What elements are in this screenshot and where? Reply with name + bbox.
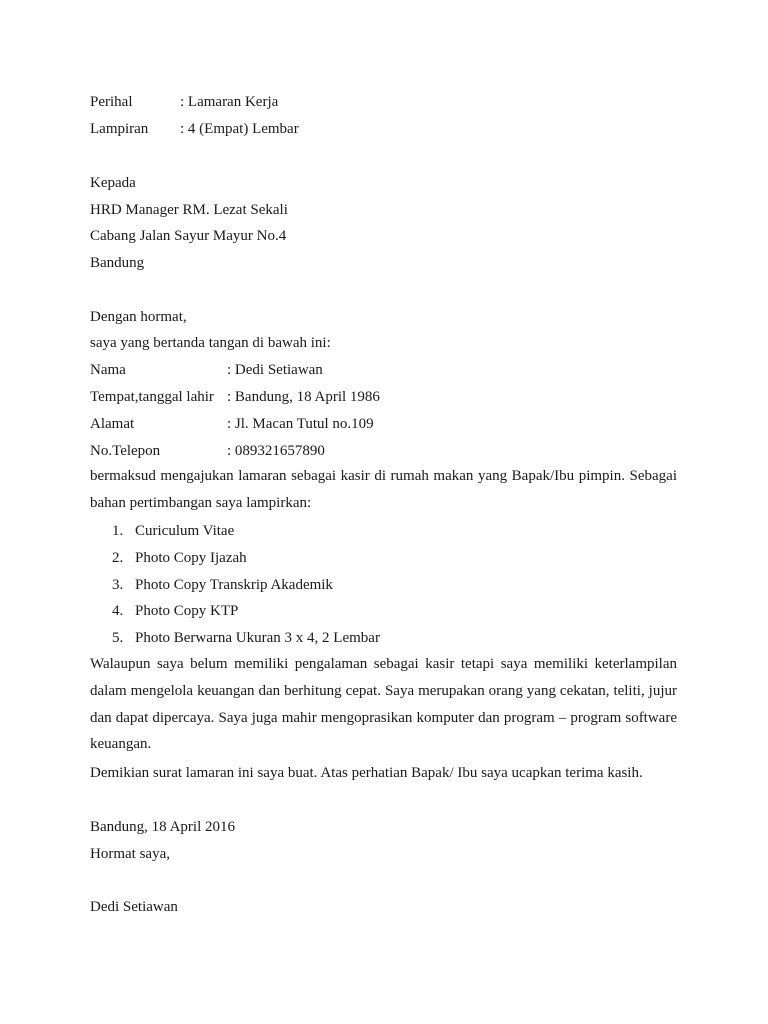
- attachment-text: Photo Copy Ijazah: [135, 550, 247, 566]
- lampiran-row: [90, 119, 299, 139]
- salutation: Dengan hormat,: [90, 309, 187, 325]
- perihal-value: : Lamaran Kerja: [180, 94, 279, 110]
- place-date: Bandung, 18 April 2016: [90, 819, 235, 835]
- regards-text: Hormat saya,: [90, 846, 170, 862]
- attachment-text: Curiculum Vitae: [135, 523, 235, 539]
- attachment-text: Photo Copy Transkrip Akademik: [135, 577, 333, 593]
- attachment-item: [112, 601, 238, 621]
- attachment-number: 2.: [112, 550, 124, 566]
- identity-value: : Bandung, 18 April 1986: [227, 389, 380, 405]
- body-paragraph: Walaupun saya belum memiliki pengalaman sebagai kasir tetapi saya memiliki keterlampilan dalam mengelola keuangan dan berhitung cepat. Saya merupakan orang yang cekatan, teliti, jujur dan dapat dipercaya. Saya juga mahir mengoprasikan komputer dan program – program software keuangan.: [90, 656, 677, 753]
- identity-label: Alamat: [90, 416, 135, 432]
- identity-value: : Dedi Setiawan: [227, 362, 323, 378]
- perihal-label: Perihal: [90, 94, 133, 110]
- attachment-item: [112, 521, 234, 541]
- purpose-paragraph: bermaksud mengajukan lamaran sebagai kasir di rumah makan yang Bapak/Ibu pimpin. Sebagai bahan pertimbangan saya lampirkan:: [90, 468, 677, 511]
- attachment-number: 3.: [112, 577, 124, 593]
- perihal-row: [90, 92, 278, 112]
- identity-value: : Jl. Macan Tutul no.109: [227, 416, 374, 432]
- identity-row: [90, 387, 380, 407]
- attachment-number: 5.: [112, 630, 124, 646]
- identity-row: [90, 441, 325, 461]
- recipient-line-3: Bandung: [90, 255, 145, 271]
- attachment-text: Photo Berwarna Ukuran 3 x 4, 2 Lembar: [135, 630, 380, 646]
- attachment-item: [112, 628, 380, 648]
- lampiran-value: : 4 (Empat) Lembar: [180, 121, 299, 137]
- closing-text: Demikian surat lamaran ini saya buat. Atas perhatian Bapak/ Ibu saya ucapkan terima kasih.: [90, 765, 643, 781]
- identity-row: [90, 360, 323, 380]
- lampiran-label: Lampiran: [90, 121, 149, 137]
- identity-label: No.Telepon: [90, 443, 161, 459]
- signatory-name: Dedi Setiawan: [90, 899, 178, 915]
- identity-value: : 089321657890: [227, 443, 325, 459]
- identity-label: Nama: [90, 362, 126, 378]
- attachment-text: Photo Copy KTP: [135, 603, 239, 619]
- recipient-line-2: Cabang Jalan Sayur Mayur No.4: [90, 228, 287, 244]
- identity-label: Tempat,tanggal lahir: [90, 389, 214, 405]
- recipient-line-1: HRD Manager RM. Lezat Sekali: [90, 202, 288, 218]
- attachment-number: 4.: [112, 603, 124, 619]
- intro-text: saya yang bertanda tangan di bawah ini:: [90, 335, 331, 351]
- attachment-number: 1.: [112, 523, 124, 539]
- identity-row: [90, 414, 374, 434]
- attachment-item: [112, 575, 333, 595]
- recipient-kepada: Kepada: [90, 175, 136, 191]
- attachment-item: [112, 548, 247, 568]
